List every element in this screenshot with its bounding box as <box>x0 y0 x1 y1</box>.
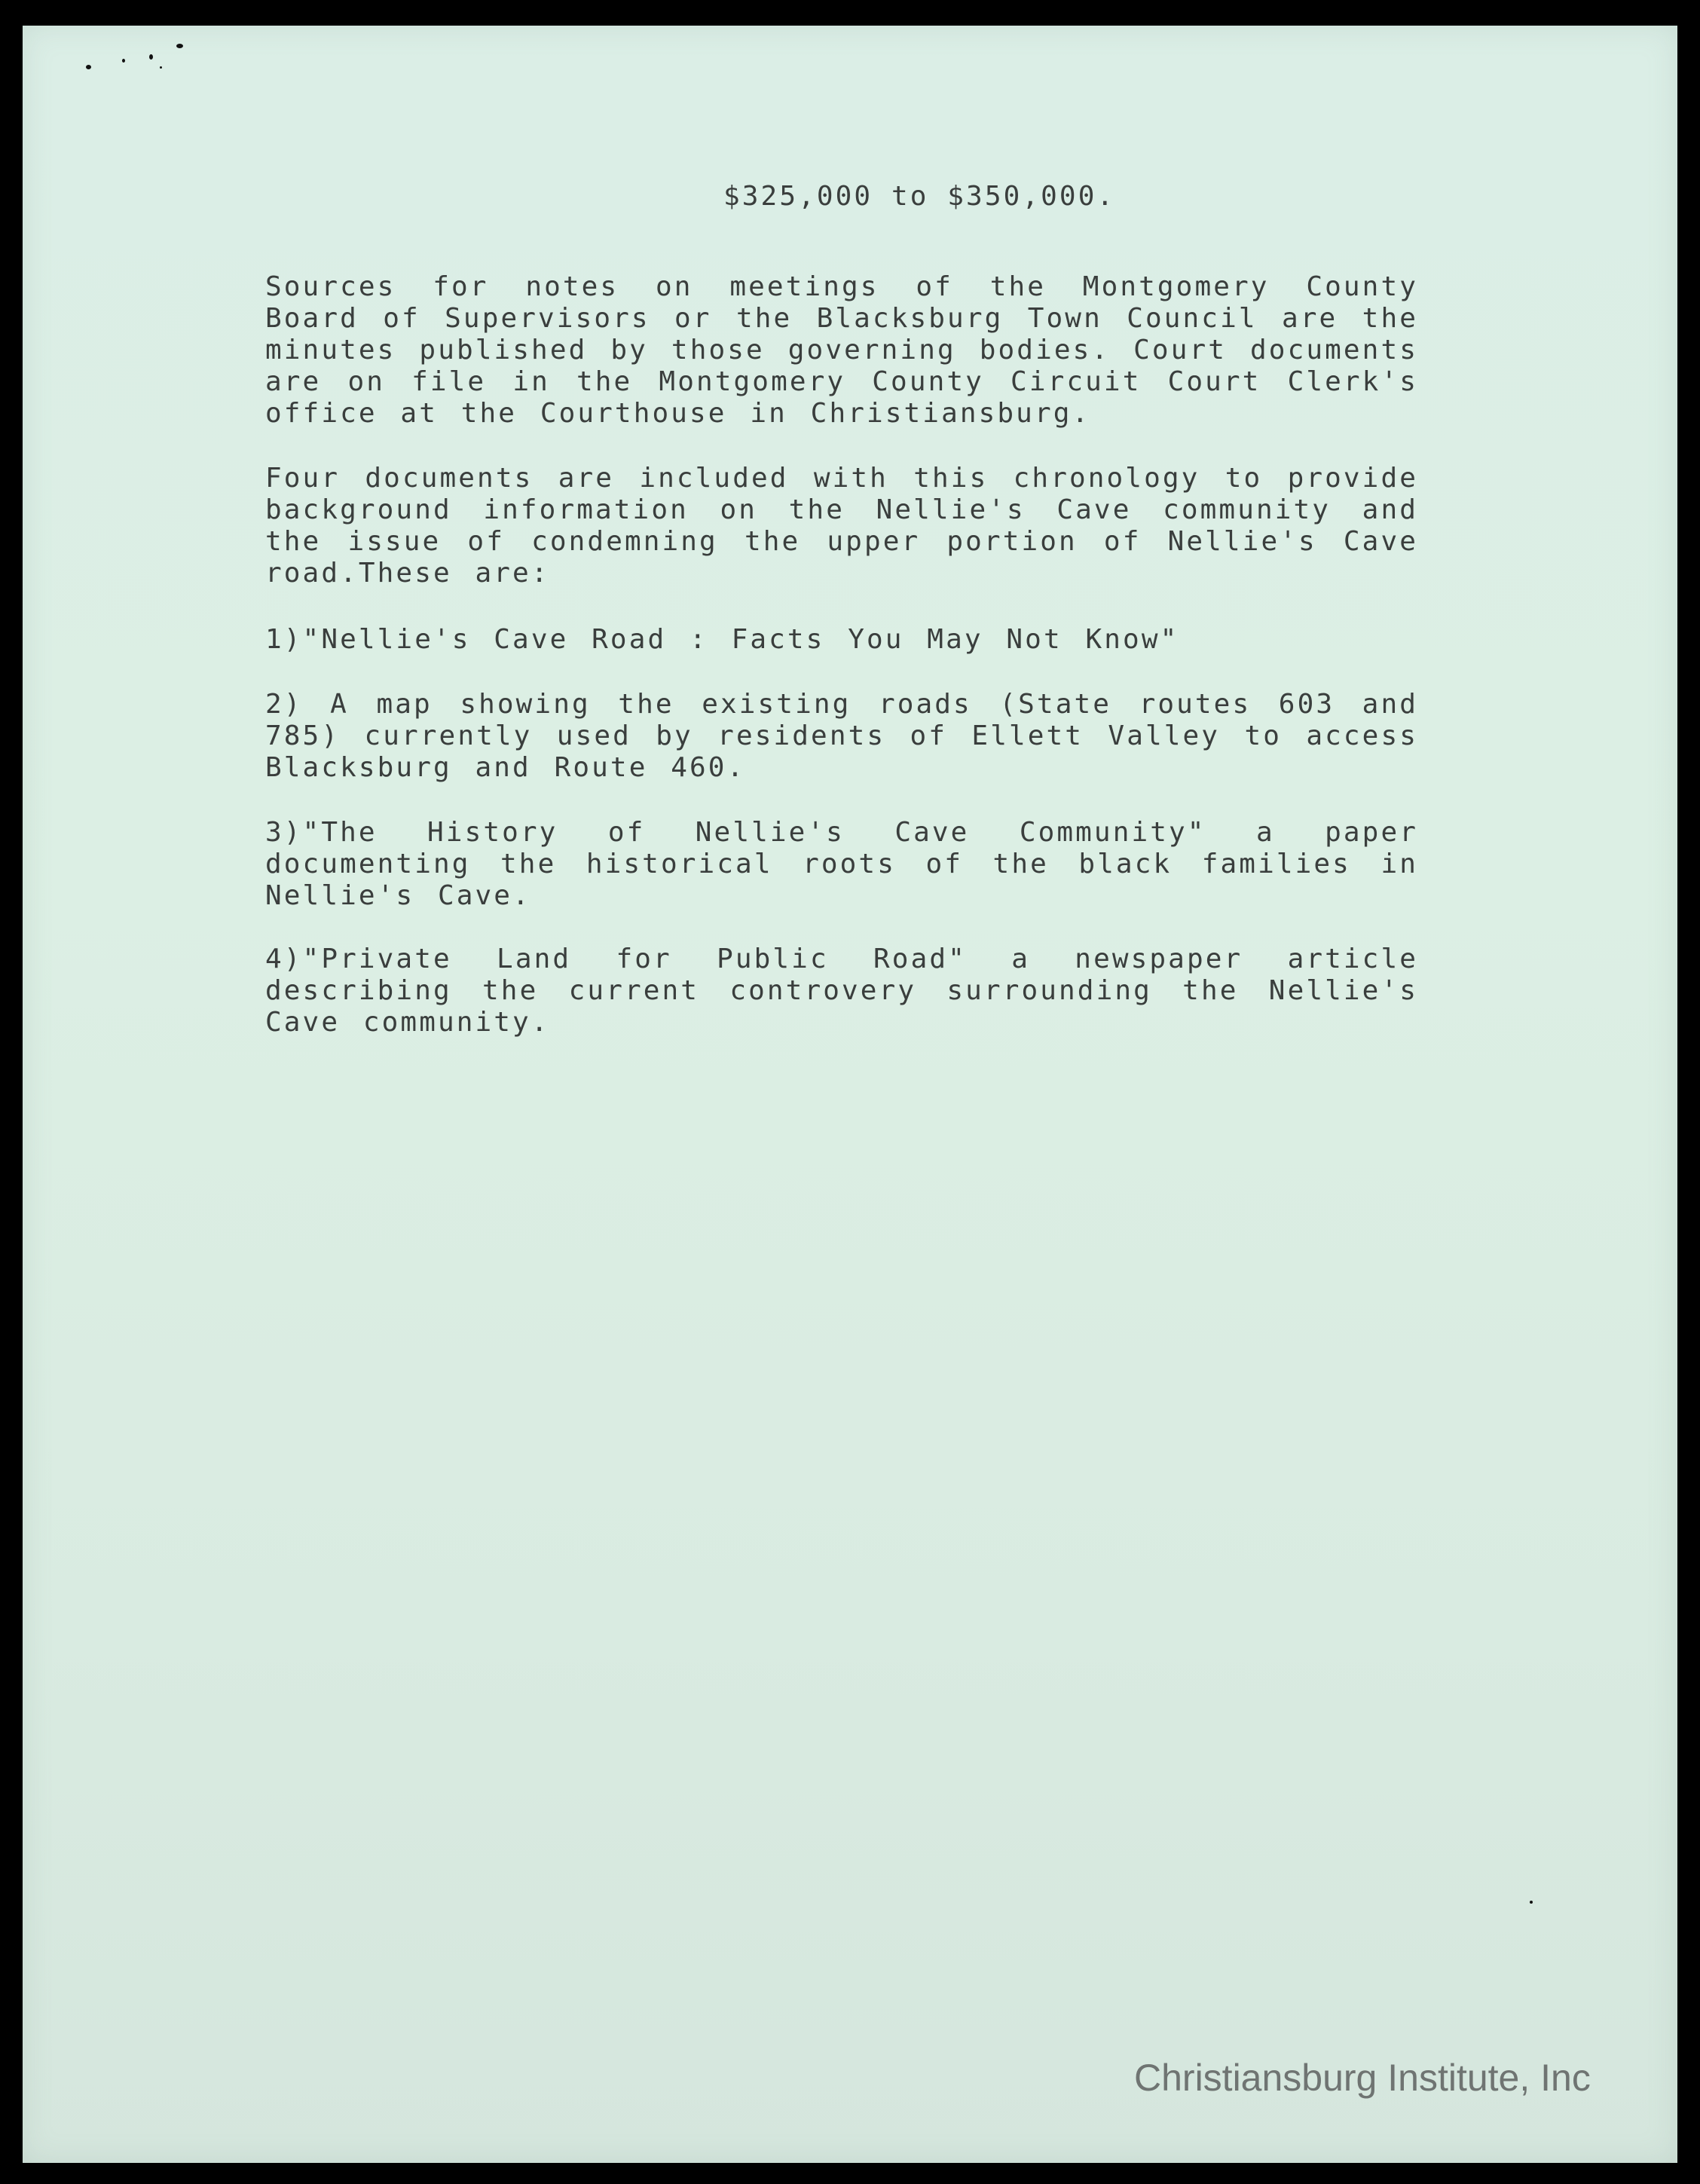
list-item-4: 4)"Private Land for Public Road" a newspaper article describing the current controvery surrounding the Nellie's Cave community. <box>265 944 1418 1038</box>
list-item-1: 1)"Nellie's Cave Road : Facts You May Not Know" <box>265 624 1179 655</box>
watermark-text: Christiansburg Institute, Inc <box>1134 2057 1591 2099</box>
list-item-2: 2) A map showing the existing roads (State routes 603 and 785) currently used by residents of Ellett Valley to access Blacksburg and Route 460. <box>265 689 1418 783</box>
ink-speck <box>122 59 125 63</box>
ink-speck <box>149 54 153 60</box>
ink-speck <box>176 44 183 48</box>
ink-speck <box>1530 1901 1533 1904</box>
ink-speck <box>86 65 91 69</box>
list-item-3: 3)"The History of Nellie's Cave Community" a paper documenting the historical roots of the black families in Nellie's Cave. <box>265 817 1418 911</box>
ink-speck <box>160 66 162 69</box>
paragraph-intro: Four documents are included with this chronology to provide background information on the Nellie's Cave community and the issue of condemning the upper portion of Nellie's Cave road.These are: <box>265 463 1418 589</box>
amount-line: $325,000 to $350,000. <box>723 181 1116 212</box>
paragraph-sources: Sources for notes on meetings of the Montgomery County Board of Supervisors or the Blacksburg Town Council are the minutes published by those governing bodies. Court documents are on file in the Montgomery County Circuit Court Clerk's office at the Courthouse in Christiansburg. <box>265 271 1418 429</box>
